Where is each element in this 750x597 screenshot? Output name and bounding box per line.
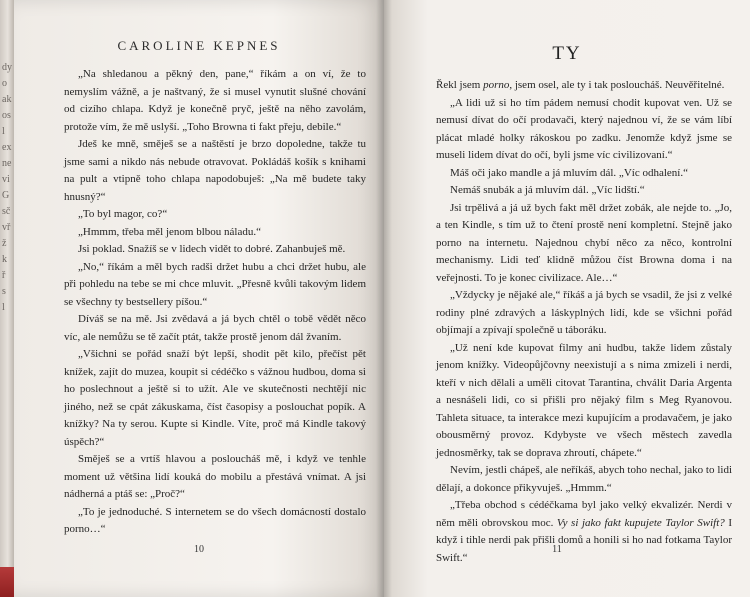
paragraph: „Vždycky je nějaké ale,“ říkáš a já bych se vsadil, že jsi z velké rodiny plné zdravých a láskyplných lidí, kde se všichni pořád objímají a zpívají společně u táboráku. bbox=[436, 289, 732, 336]
page-number-left: 10 bbox=[194, 544, 204, 555]
emphasis: porno bbox=[483, 79, 510, 91]
paragraph: „Na shledanou a pěkný den, pane,“ říkám a on ví, že to nemyslím vážně, a je naštvaný, že si musel vynutit slušné chování od cizího chlapa. Když je konečně pryč, ještě na něho zavolám, protože vím, že mě uslyší. „Toho Browna ti fakt přeju, debile.“ bbox=[64, 68, 366, 133]
paragraph: Díváš se na mě. Jsi zvědavá a já bych chtěl o tobě vědět něco víc, ale nemůžu se tě začít ptát, takže prostě jenom dál žvaním. bbox=[64, 313, 366, 343]
paragraph bbox=[436, 497, 732, 567]
edge-letter: l bbox=[2, 126, 5, 137]
edge-letters bbox=[2, 60, 14, 316]
right-page bbox=[384, 0, 750, 597]
edge-letter: o bbox=[2, 78, 7, 89]
edge-letter: os bbox=[2, 110, 11, 121]
paragraph: „Hmmm, třeba měl jenom blbou náladu.“ bbox=[78, 225, 261, 238]
text-run: Řekl jsem bbox=[436, 79, 484, 91]
paragraph: „A lidi už si ho tím pádem nemusí chodit kupovat ven. Už se nemusí dívat do očí prodavači, který najednou ví, že se vám líbí plácat mladé holky rákoskou po zadku. Jenomže když jsme se museli lidem dívat do očí, byli jsme víc civilizovaní.“ bbox=[436, 96, 732, 161]
running-head-author: CAROLINE KEPNES bbox=[117, 38, 281, 53]
text-run: „Třeba obchod s cédéčkama byl jako velký ekvalizér. Nerdi v něm měli obrovskou moc. bbox=[436, 499, 732, 529]
edge-letter: s bbox=[2, 286, 6, 297]
edge-letter: ž bbox=[2, 238, 7, 249]
paragraph: „Už není kde kupovat filmy ani hudbu, takže lidem zůstaly jenom knížky. Videopůjčovny neexistují a s nima zmizeli i nerdi, kteří v nich dělali a uměli citovat Tarantina, chválit Daria Argenta a nesnášeli lidi, co si přišli pro nějaký film s Meg Ryanovou. Tahleta situace, ta interakce mezi kupujícím a prodavačem, je jako obousměrný provoz. Kdybyste ve všech městech zavedla jednosměrky, tak se doprava zhroutí, chápete.“ bbox=[436, 341, 732, 459]
edge-letter: vř bbox=[2, 222, 11, 233]
paragraph: Máš oči jako mandle a já mluvím dál. „Víc odhalení.“ bbox=[450, 166, 688, 179]
paragraph: Jdeš ke mně, směješ se a naštěstí je brzo dopoledne, takže tu jsme sami a nikdo nás nebude otravovat. Pokládáš košík s knihami na pult a vtipně toho chlapa napodobuješ: „Na mě budete taky hnusný?“ bbox=[64, 138, 366, 203]
edge-letter: ne bbox=[2, 158, 12, 169]
red-bookmark-edge bbox=[0, 567, 14, 597]
right-page-text bbox=[436, 77, 732, 567]
left-page-text bbox=[64, 66, 366, 539]
paragraph: „No,“ říkám a měl bych radši držet hubu a chci držet hubu, ale při pohledu na tebe se mi chce mluvit. „Přesně kvůli takovým lidem se všechny ty bestsellery píšou.“ bbox=[64, 260, 366, 308]
edge-letter: k bbox=[2, 254, 7, 265]
paragraph: Jsi trpělivá a já už bych fakt měl držet zobák, ale nejde to. „Jo, a ten Kindle, s tím už to čtení prostě není kompletní. Stejně jako porno na internetu. Najednou chybí něco za něco, kontrolní mechanismy. Lidi teď klidně můžou číst Browna doma i na veřejnosti. To je konec civilizace. Ale…“ bbox=[436, 201, 732, 284]
edge-letter: vi bbox=[2, 174, 10, 185]
paragraph: Směješ se a vrtíš hlavou a posloucháš mě, i když ve tenhle moment už většina lidí kouká do mobilu a přestává vnímat. A jsi nádherná a ptáš se: „Proč?“ bbox=[64, 453, 366, 500]
edge-letter: dy bbox=[2, 62, 12, 73]
emphasis: Vy si jako fakt kupujete Taylor Swift? bbox=[556, 516, 725, 529]
page-number-right: 11 bbox=[552, 544, 562, 555]
edge-letter: ř bbox=[2, 270, 6, 281]
edge-letter: ak bbox=[2, 94, 12, 105]
paragraph: Nevím, jestli chápeš, ale neříkáš, abych toho nechal, jako to lidi dělají, a dokonce přikyvuješ. „Hmmm.“ bbox=[436, 464, 732, 494]
text-run: , jsem osel, ale ty i tak posloucháš. Neuvěřitelné. bbox=[509, 79, 725, 91]
edge-letter: l bbox=[2, 302, 5, 313]
text-run: I když i tihle nerdi pak přišli domů a honili si ho nad fotkama Taylor Swift.“ bbox=[436, 516, 732, 564]
paragraph: „Všichni se pořád snaží být lepší, shodit pět kilo, přečíst pět knížek, zajít do muzea, koupit si cédéčko s vážnou hudbou, doma si ho poslechnout a ještě si to užít. Ale ve skutečnosti nechtějí nic jiného, než se cpát zákuskama, číst časopisy a poslouchat popík. A knížky? Na ty serou. Kupte si Kindle. Víte, proč má Kindle takový úspěch?“ bbox=[64, 348, 366, 448]
paragraph: Jsi poklad. Snažíš se v lidech vidět to dobré. Zahanbuješ mě. bbox=[78, 243, 346, 255]
paragraph bbox=[436, 77, 732, 95]
paragraph: „To byl magor, co?“ bbox=[78, 208, 168, 220]
edge-letter: G bbox=[2, 190, 10, 201]
edge-letter: sč bbox=[2, 206, 11, 217]
previous-page-edge bbox=[0, 0, 14, 597]
chapter-title: TY bbox=[552, 43, 582, 64]
edge-letter: ex bbox=[2, 142, 12, 153]
paragraph: Nemáš snubák a já mluvím dál. „Víc lidští.“ bbox=[450, 184, 645, 196]
book-gutter bbox=[376, 0, 392, 597]
paragraph: „To je jednoduché. S internetem se do všech domácností dostalo porno…“ bbox=[64, 505, 366, 535]
left-page bbox=[14, 0, 384, 597]
